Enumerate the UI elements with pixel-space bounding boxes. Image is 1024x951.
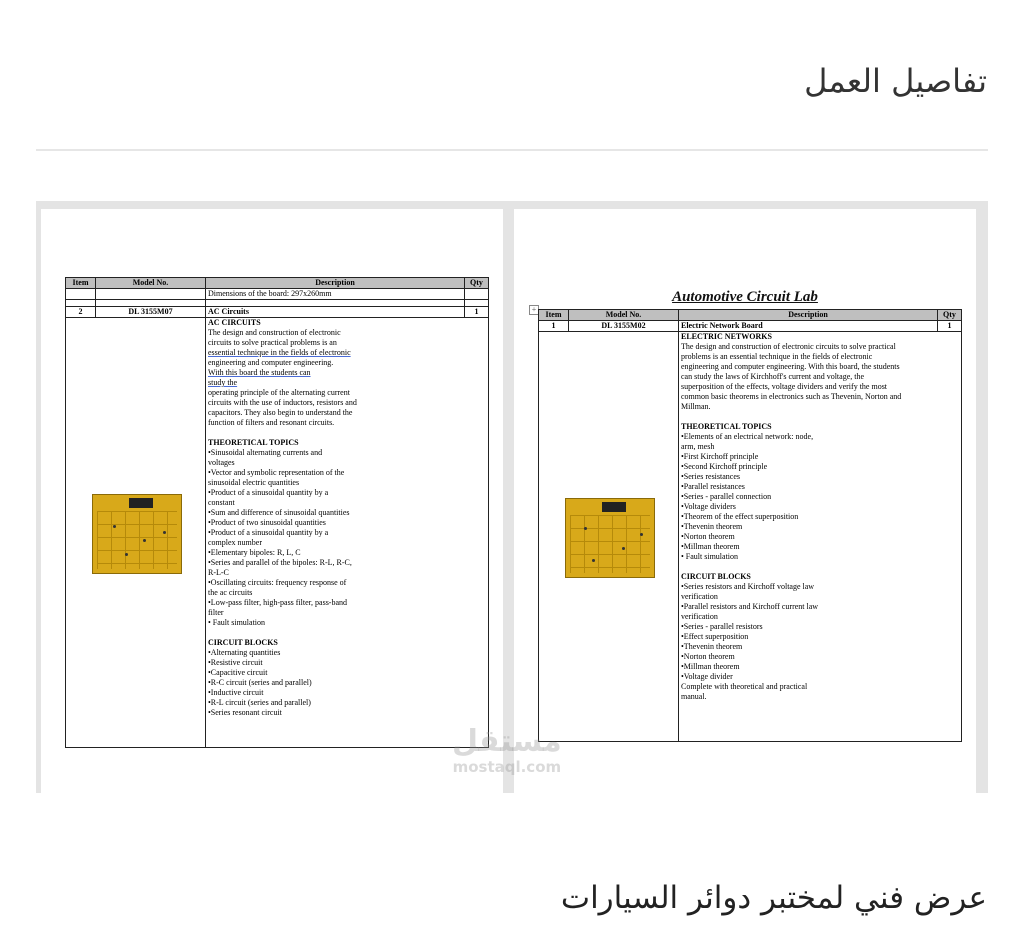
list-item: •Series resistances	[681, 472, 741, 481]
circuit-board-image	[92, 494, 182, 574]
item-name: Electric Network Board	[679, 321, 938, 332]
col-description: Description	[206, 278, 465, 289]
text-line: problems is an essential technique in the fields of electronic	[681, 352, 873, 361]
item-qty: 1	[938, 321, 962, 332]
list-item: •Product of two sinusoidal quantities	[208, 518, 326, 527]
table-row	[66, 289, 489, 300]
text-line: operating principle of the alternating current	[208, 388, 350, 397]
model-number: DL 3155M02	[569, 321, 679, 332]
col-item: Item	[66, 278, 96, 289]
col-model: Model No.	[569, 310, 679, 321]
list-item: •Norton theorem	[681, 652, 735, 661]
table-row	[66, 318, 489, 748]
list-item: •First Kirchoff principle	[681, 452, 759, 461]
list-item: voltages	[208, 458, 235, 467]
col-model: Model No.	[96, 278, 206, 289]
text-line: circuits with the use of inductors, resistors and	[208, 398, 357, 407]
list-item: •Elementary bipoles: R, L, C	[208, 548, 301, 557]
topics-heading: THEORETICAL TOPICS	[208, 438, 299, 447]
text-line: The design and construction of electronic	[208, 328, 341, 337]
list-item: arm, mesh	[681, 442, 715, 451]
table-row	[66, 307, 489, 318]
list-item: •Sinusoidal alternating currents and	[208, 448, 323, 457]
list-item: •Product of a sinusoidal quantity by a	[208, 488, 329, 497]
table-row	[539, 332, 962, 742]
document-title: Automotive Circuit Lab	[672, 289, 818, 305]
list-item: •Second Kirchoff principle	[681, 462, 768, 471]
list-item: •Product of a sinusoidal quantity by a	[208, 528, 329, 537]
list-item: constant	[208, 498, 235, 507]
list-item: the ac circuits	[208, 588, 253, 597]
list-item: •Millman theorem	[681, 542, 740, 551]
list-item: •Series - parallel resistors	[681, 622, 763, 631]
table-row	[539, 321, 962, 332]
item-number: 1	[539, 321, 569, 332]
list-item: •Oscillating circuits: frequency response of	[208, 578, 347, 587]
list-item: •Norton theorem	[681, 532, 735, 541]
list-item: •Thevenin theorem	[681, 642, 743, 651]
image-cell	[66, 318, 206, 748]
text-line: can study the laws of Kirchhoff's current and voltage, the	[681, 372, 865, 381]
table-header-row	[66, 278, 489, 289]
section-title: تفاصيل العمل	[804, 62, 987, 100]
col-description: Description	[679, 310, 938, 321]
text-line: The design and construction of electronic circuits to solve practical	[681, 342, 896, 351]
model-number: DL 3155M07	[96, 307, 206, 318]
text-line: capacitors. They also begin to understand the	[208, 408, 353, 417]
list-item: sinusoidal electric quantities	[208, 478, 300, 487]
section-heading: ELECTRIC NETWORKS	[681, 332, 772, 341]
list-item: verification	[681, 612, 718, 621]
col-item: Item	[539, 310, 569, 321]
list-item: verification	[681, 592, 718, 601]
text-line: study the	[208, 378, 238, 387]
text-line: superposition of the effects, voltage dividers and verify the most	[681, 382, 888, 391]
circuit-board-image	[565, 498, 655, 578]
list-item: Complete with theoretical and practical	[681, 682, 808, 691]
list-item: •R-L circuit (series and parallel)	[208, 698, 311, 707]
list-item: •Theorem of the effect superposition	[681, 512, 799, 521]
topics-heading: THEORETICAL TOPICS	[681, 422, 772, 431]
text-line: engineering and computer engineering. With this board, the students	[681, 362, 900, 371]
list-item: •Resistive circuit	[208, 658, 263, 667]
list-item: •Series resistors and Kirchoff voltage law	[681, 582, 815, 591]
list-item: •Elements of an electrical network: node,	[681, 432, 814, 441]
section-heading: AC CIRCUITS	[208, 318, 261, 327]
watermark-arabic: مستقل	[452, 724, 562, 759]
list-item: •Vector and symbolic representation of the	[208, 468, 345, 477]
col-qty: Qty	[938, 310, 962, 321]
divider	[36, 149, 988, 151]
blocks-heading: CIRCUIT BLOCKS	[681, 572, 751, 581]
list-item: complex number	[208, 538, 262, 547]
text-line: engineering and computer engineering.	[208, 358, 334, 367]
list-item: •Parallel resistors and Kirchoff current law	[681, 602, 819, 611]
image-viewer[interactable]	[36, 201, 988, 793]
text-line: circuits to solve practical problems is an	[208, 338, 337, 347]
list-item: filter	[208, 608, 224, 617]
list-item: manual.	[681, 692, 707, 701]
description-cell	[206, 318, 489, 748]
list-item: •R-C circuit (series and parallel)	[208, 678, 312, 687]
table-header-row	[539, 310, 962, 321]
col-qty: Qty	[465, 278, 489, 289]
item-qty: 1	[465, 307, 489, 318]
list-item: •Series - parallel connection	[681, 492, 772, 501]
image-caption: عرض فني لمختبر دوائر السيارات	[560, 880, 987, 916]
text-line: With this board the students can	[208, 368, 311, 377]
text-line: common basic theorems in electronics such as Thevenin, Norton and	[681, 392, 902, 401]
dimensions-text: Dimensions of the board: 297x260mm	[206, 289, 465, 300]
table-move-handle[interactable]: +	[529, 305, 539, 315]
document-page-left	[41, 209, 503, 793]
watermark	[452, 726, 562, 776]
item-number: 2	[66, 307, 96, 318]
list-item: • Fault simulation	[208, 618, 266, 627]
list-item: •Effect superposition	[681, 632, 749, 641]
equipment-table-right	[538, 309, 962, 742]
watermark-latin: mostaql.com	[452, 758, 562, 776]
list-item: •Thevenin theorem	[681, 522, 743, 531]
list-item: •Series and parallel of the bipoles: R-L, R-C,	[208, 558, 352, 567]
text-line: essential technique in the fields of electronic	[208, 348, 351, 357]
blocks-heading: CIRCUIT BLOCKS	[208, 638, 278, 647]
list-item: •Millman theorem	[681, 662, 740, 671]
list-item: •Capacitive circuit	[208, 668, 268, 677]
list-item: •Alternating quantities	[208, 648, 281, 657]
text-line: function of filters and resonant circuits.	[208, 418, 335, 427]
list-item: R-L-C	[208, 568, 229, 577]
list-item: •Low-pass filter, high-pass filter, pass-band	[208, 598, 348, 607]
list-item: •Voltage dividers	[681, 502, 736, 511]
list-item: • Fault simulation	[681, 552, 739, 561]
list-item: •Voltage divider	[681, 672, 733, 681]
image-cell	[539, 332, 679, 742]
description-cell	[679, 332, 962, 742]
equipment-table-left	[65, 277, 489, 748]
list-item: •Inductive circuit	[208, 688, 264, 697]
item-name: AC Circuits	[206, 307, 465, 318]
list-item: •Sum and difference of sinusoidal quantities	[208, 508, 350, 517]
text-line: Millman.	[681, 402, 711, 411]
list-item: •Series resonant circuit	[208, 708, 282, 717]
document-page-right	[514, 209, 976, 793]
list-item: •Parallel resistances	[681, 482, 745, 491]
